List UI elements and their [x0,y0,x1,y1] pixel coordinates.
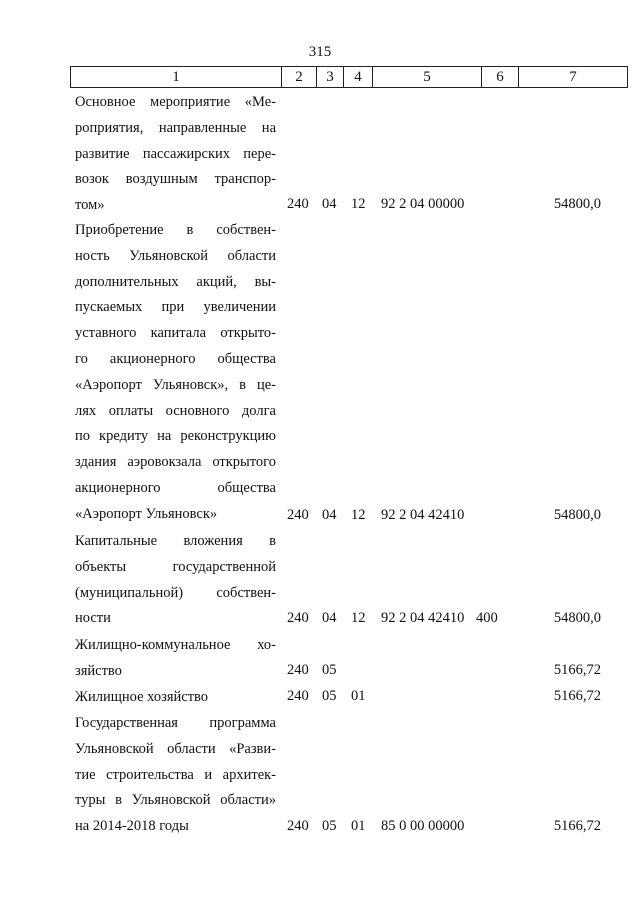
header-col-4: 4 [344,67,373,88]
description-line: ности [75,610,111,627]
row-description [75,90,276,219]
header-col-7: 7 [519,67,628,88]
description-line: туры в Ульяновской области» [75,792,276,809]
cell-section-code: 05 [322,662,337,678]
description-line: дополнительных акций, вы- [75,273,276,290]
cell-amount: 54800,0 [553,507,601,523]
cell-target-code: 85 0 00 00000 [381,818,465,834]
cell-subsection-code: 01 [351,688,366,704]
description-line: ность Ульяновской области [75,247,276,264]
cell-subsection-code: 12 [351,610,366,626]
cell-amount: 54800,0 [553,196,601,212]
description-line: Жилищное хозяйство [75,689,209,705]
cell-ministry-code: 240 [287,507,309,523]
cell-ministry-code: 240 [287,688,309,704]
description-line: на 2014-2018 годы [75,818,189,835]
description-line: «Аэропорт Ульяновск», в це- [75,376,276,393]
row-description [75,529,276,632]
cell-amount: 5166,72 [553,688,601,704]
cell-section-code: 05 [322,688,337,704]
description-line: Приобретение в собствен- [75,222,276,238]
cell-ministry-code: 240 [287,818,309,834]
cell-subsection-code: 12 [351,196,366,212]
description-line: «Аэропорт Ульяновск» [75,505,218,522]
description-line: здания аэровокзала открытого [75,454,276,471]
description-line: Капитальные вложения в [75,533,276,549]
row-description [75,633,276,685]
description-line: развитие пассажирских пере- [75,145,276,162]
cell-subsection-code: 12 [351,507,366,523]
description-line: тие строительства и архитек- [75,766,276,783]
description-line: (муниципальной) собствен- [75,584,276,601]
cell-target-code: 92 2 04 42410 [381,507,465,523]
row-description [75,711,276,840]
cell-section-code: 04 [322,507,337,523]
row-description [75,685,276,711]
description-line: Государственная программа [75,715,276,731]
cell-amount: 5166,72 [553,662,601,678]
cell-target-code: 92 2 04 00000 [381,196,465,212]
description-line: Основное мероприятие «Ме- [75,94,276,110]
description-line: лях оплаты основного долга [75,402,276,419]
description-line: акционерного общества [75,479,276,496]
header-col-6: 6 [482,67,519,88]
cell-amount: 54800,0 [553,610,601,626]
cell-subsection-code: 01 [351,818,366,834]
header-col-3: 3 [317,67,344,88]
description-line: Ульяновской области «Разви- [75,740,276,757]
description-line: зяйство [75,662,122,679]
cell-expense-type: 400 [476,610,498,626]
description-line: Жилищно-коммунальное хо- [75,637,276,653]
cell-ministry-code: 240 [287,196,309,212]
description-line: по кредиту на реконструкцию [75,428,276,445]
cell-section-code: 04 [322,196,337,212]
cell-section-code: 05 [322,818,337,834]
cell-section-code: 04 [322,610,337,626]
cell-ministry-code: 240 [287,610,309,626]
description-line: объекты государственной [75,558,276,575]
cell-target-code: 92 2 04 42410 [381,610,465,626]
cell-amount: 5166,72 [553,818,601,834]
description-line: роприятия, направленные на [75,119,276,136]
description-line: го акционерного общества [75,350,276,367]
page-number: 315 [308,44,332,60]
description-line: том» [75,197,105,214]
header-col-5: 5 [373,67,482,88]
description-line: уставного капитала открыто- [75,325,276,342]
description-line: пускаемых при увеличении [75,299,276,316]
header-col-2: 2 [282,67,317,88]
header-col-1: 1 [71,67,282,88]
cell-ministry-code: 240 [287,662,309,678]
row-description [75,218,276,528]
description-line: возок воздушным транспор- [75,171,276,188]
